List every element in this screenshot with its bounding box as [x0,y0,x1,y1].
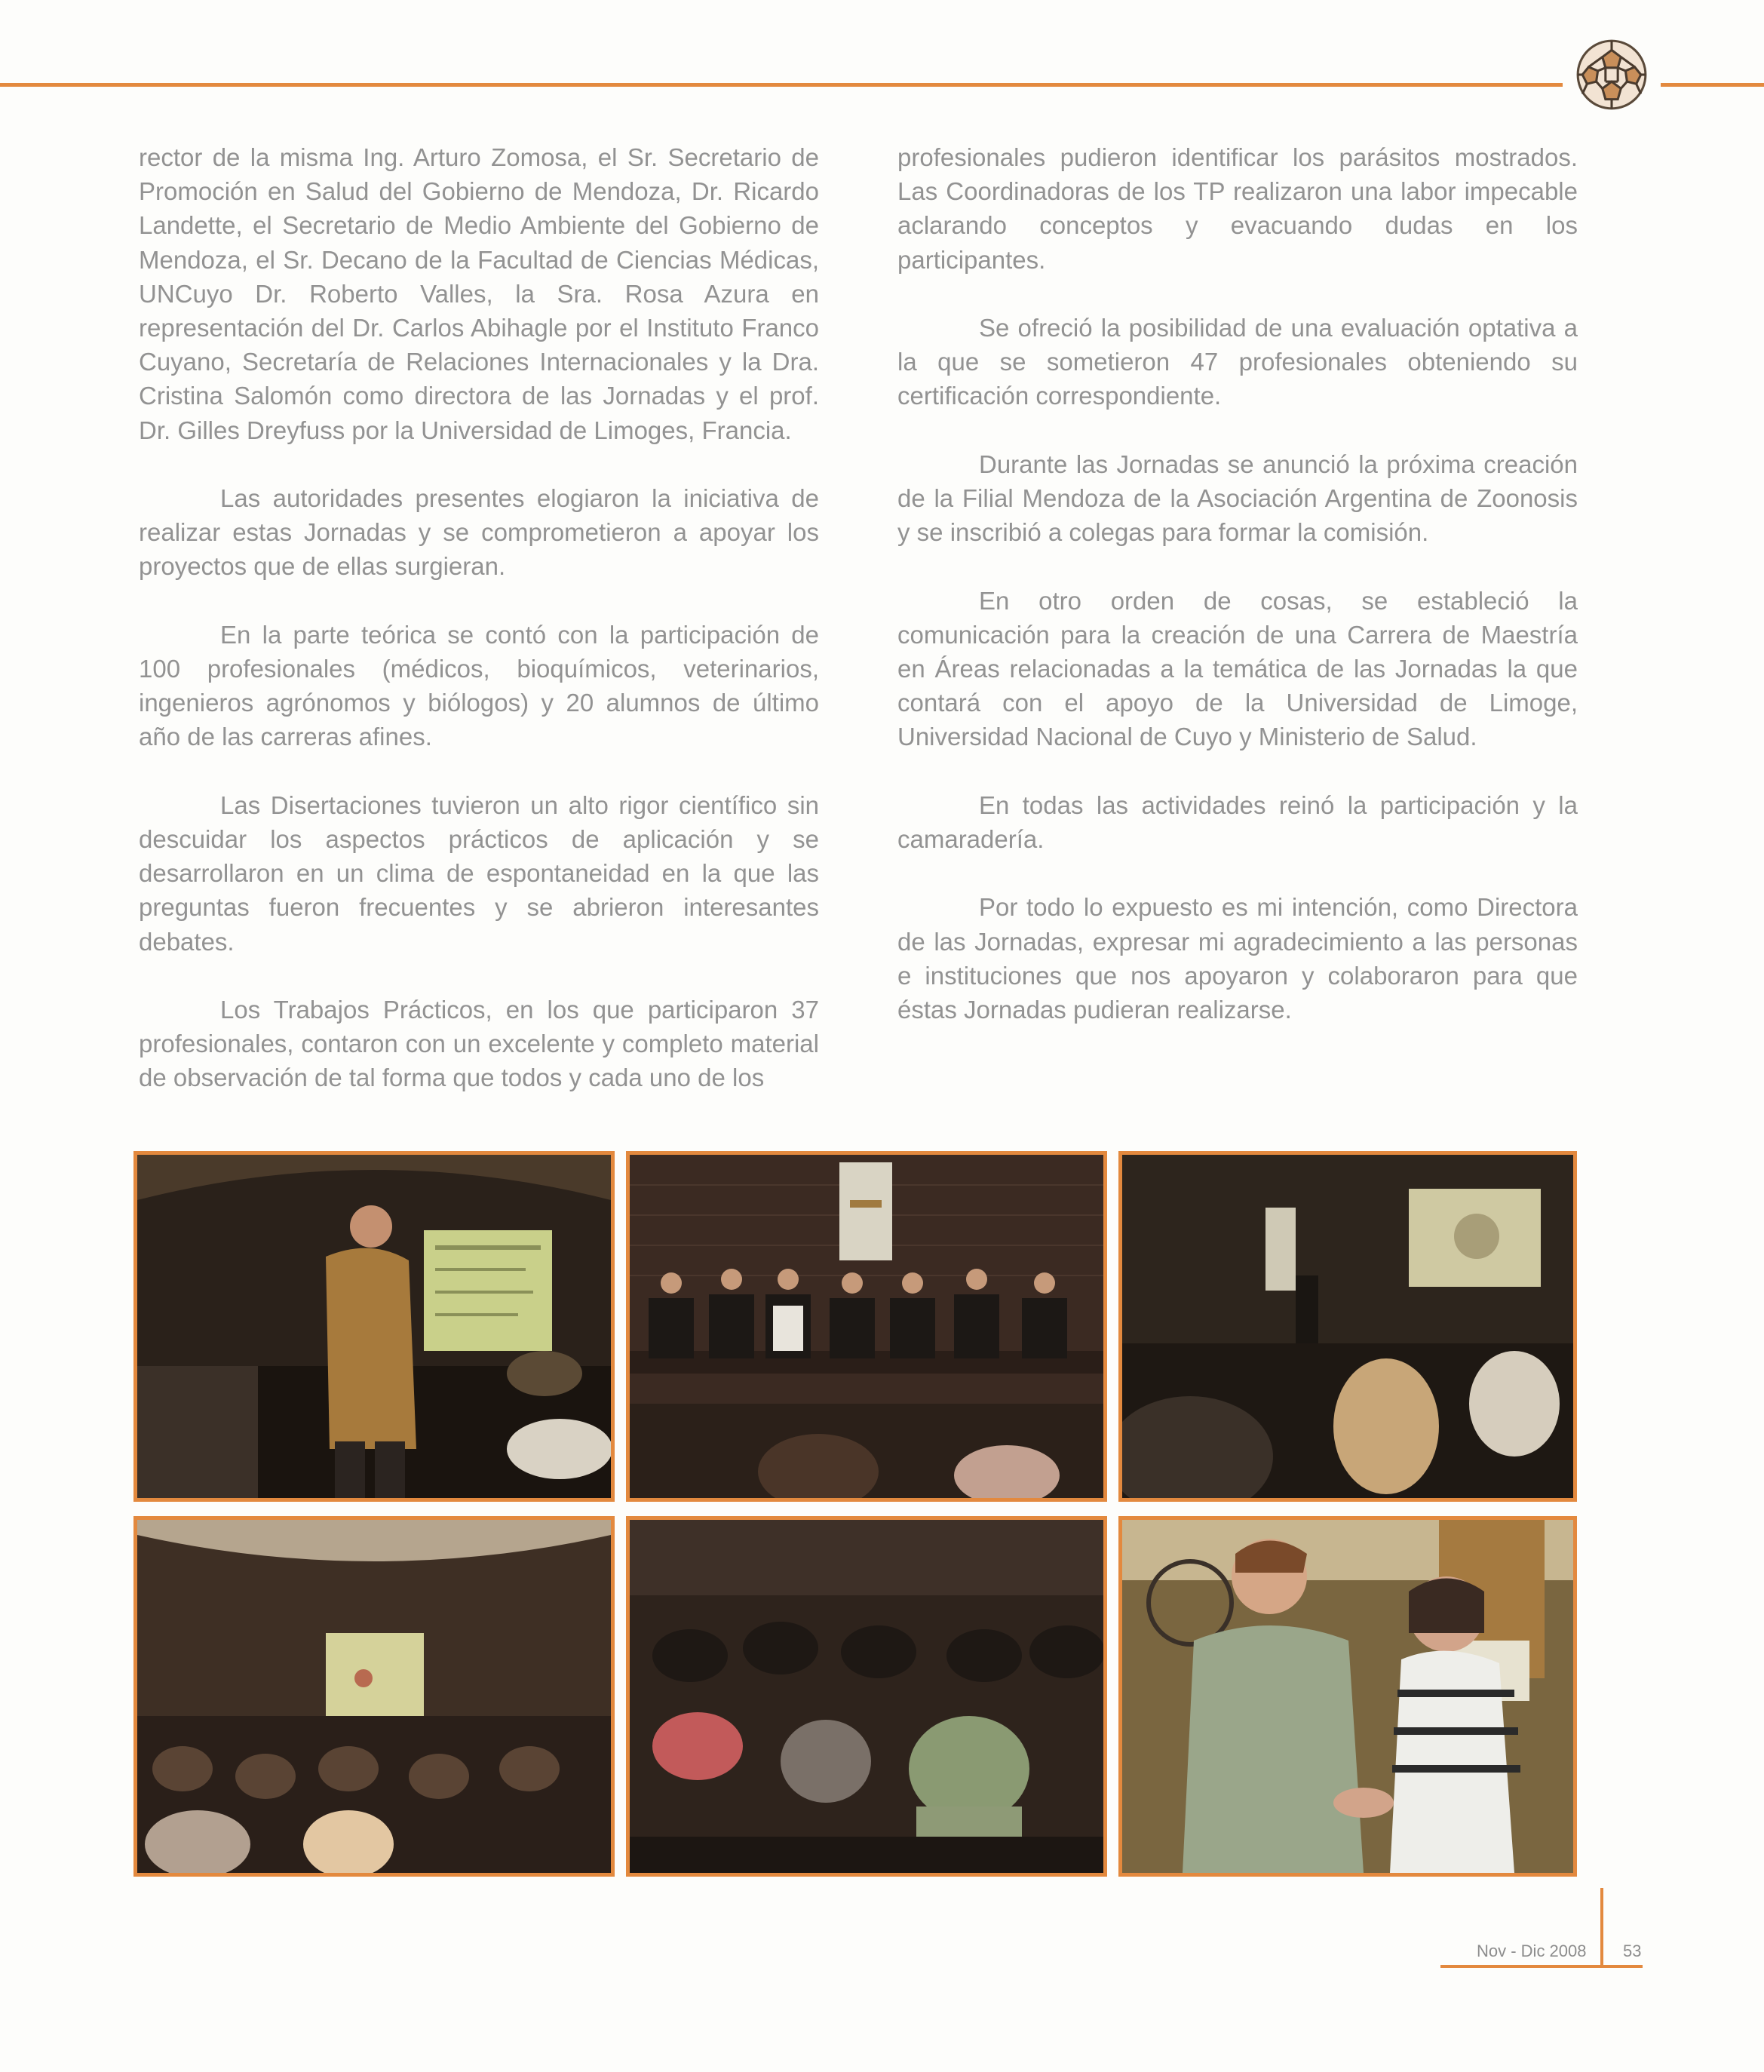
paragraph: Las autoridades presentes elogiaron la iniciativa de realizar estas Jornadas y se comprometieron a apoyar los proyectos que de ellas surgieran. [139,484,819,581]
footer-rule [1440,1965,1643,1968]
paragraph: En otro orden de cosas, se estableció la comunicación para la creación de una Carrera de Maestría en Áreas relacionadas a la temática de las Jornadas la que contará con el apoyo de la Universidad de Limoge, Universidad Nacional de Cuyo y Ministerio de Salud. [897,586,1578,751]
photo-speaker [133,1151,615,1502]
photo-panel-table [626,1151,1107,1502]
paragraph: Las Disertaciones tuvieron un alto rigor científico sin descuidar los aspectos prácticos de aplicación y se desarrollaron en un clima de espontaneidad en la que las preguntas fueron frecuentes y se abrieron interesantes debates. [139,790,819,956]
header-rule [0,83,1764,87]
issue-date: Nov - Dic 2008 [1477,1942,1587,1960]
footer-divider [1600,1888,1603,1967]
photo-audience-projection [1118,1151,1577,1502]
paragraph: Durante las Jornadas se anunció la próxima creación de la Filial Mendoza de la Asociación Argentina de Zoonosis y se inscribió a colegas para formar la comisión. [897,450,1578,547]
paragraph: profesionales pudieron identificar los parásitos mostrados. Las Coordinadoras de los TP realizaron una labor impecable aclarando conceptos y evacuando dudas en los participantes. [897,143,1578,274]
paragraph: Los Trabajos Prácticos, en los que participaron 37 profesionales, contaron con un excelente y completo material de observación de tal forma que todos y cada uno de los [139,996,819,1092]
photo-lecture-hall [133,1516,615,1877]
photo-audience-seated [626,1516,1107,1877]
right-text-column [897,140,1578,1061]
molecule-icon [1573,36,1650,113]
paragraph: En todas las actividades reinó la participación y la camaradería. [897,790,1578,853]
paragraph: rector de la misma Ing. Arturo Zomosa, el Sr. Secretario de Promoción en Salud del Gobierno de Mendoza, Dr. Ricardo Landette, el Secretario de Medio Ambiente del Gobierno de Mendoza, el Sr. Decano de la Facultad de Ciencias Médicas, UNCuyo Dr. Roberto Valles, la Sra. Rosa Azura en representación del Dr. Carlos Abihagle por el Instituto Franco Cuyano, Secretaría de Relaciones Internacionales y la Dra. Cristina Salomón como directora de las Jornadas y el prof. Dr. Gilles Dreyfuss por la Universidad de Limoges, Francia. [139,143,819,444]
paragraph: Por todo lo expuesto es mi intención, como Directora de las Jornadas, expresar mi agradecimiento a las personas e instituciones que nos apoyaron y colaboraron para que éstas Jornadas pudieran realizarse. [897,893,1578,1024]
paragraph: En la parte teórica se contó con la participación de 100 profesionales (médicos, bioquímicos, veterinarios, ingenieros agrónomos y biólogos) y 20 alumnos de último año de las carreras afines. [139,620,819,751]
molecule-logo [1563,27,1661,125]
paragraph: Se ofreció la posibilidad de una evaluación optativa a la que se sometieron 47 profesionales obteniendo su certificación correspondiente. [897,314,1578,410]
left-text-column [139,140,819,1129]
photo-greeting [1118,1516,1577,1877]
page-number: 53 [1623,1942,1642,1960]
